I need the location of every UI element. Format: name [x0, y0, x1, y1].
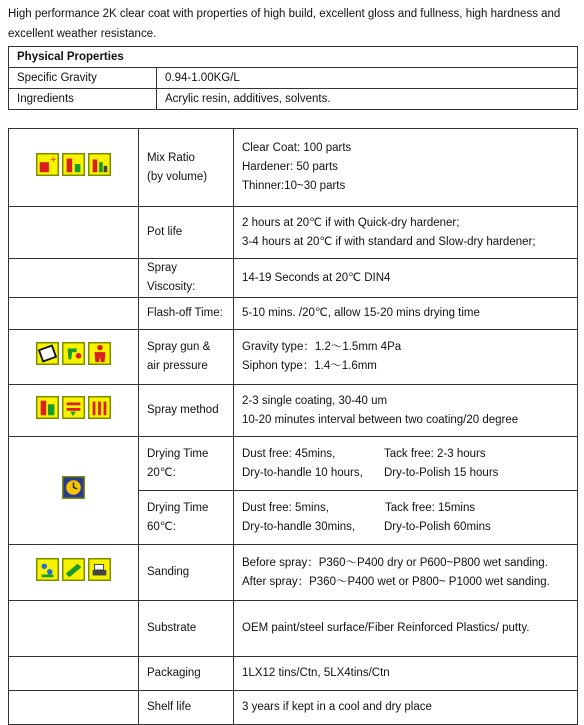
spray-worker-icon	[88, 342, 111, 365]
dry-to-polish-20: Dry-to-Polish 15 hours	[384, 466, 499, 479]
tack-free-60: Tack free: 15mins	[385, 501, 476, 514]
shelf-life-value: 3 years if kept in a cool and dry place	[234, 691, 578, 725]
sanding-before: Before spray：P360～P400 dry or P600~P800 wet sanding.	[242, 556, 548, 569]
specific-gravity-value: 0.94-1.00KG/L	[157, 68, 578, 89]
drying-60-label: Drying Time	[147, 501, 209, 514]
physical-properties-table	[8, 46, 578, 110]
mix-hardener: Hardener: 50 parts	[242, 161, 338, 173]
mix-ratio-label: Mix Ratio	[147, 151, 195, 164]
flash-off-value: 5-10 mins. /20℃, allow 15-20 mins drying time	[234, 298, 578, 330]
flash-off-row	[9, 298, 578, 330]
viscosity-value: 14-19 Seconds at 20℃ DIN4	[234, 259, 578, 298]
viscosity-label: Spray Viscosity:	[139, 259, 234, 298]
spray-gun-label: Spray gun &	[147, 341, 211, 353]
dust-free-60: Dust free: 5mins,	[242, 501, 329, 514]
spray-method-line: 2-3 single coating, 30-40 um	[242, 394, 388, 407]
sanding-after: After spray：P360～P400 wet or P800~ P1000 wet sanding.	[242, 575, 550, 588]
substrate-row	[9, 601, 578, 657]
gravity-type: Gravity type：1.2～1.5mm 4Pa	[242, 341, 402, 353]
mix-clear-coat: Clear Coat: 100 parts	[242, 142, 352, 154]
substrate-value: OEM paint/steel surface/Fiber Reinforced Plastics/ putty.	[234, 601, 578, 657]
pot-life-row	[9, 207, 578, 259]
mix-ratio-bars-icon	[62, 153, 85, 176]
spray-passes-icon	[62, 396, 85, 419]
siphon-type: Siphon type：1.4～1.6mm	[242, 360, 377, 372]
sanding-block-icon	[62, 558, 85, 581]
drying-20-temp: 20℃:	[147, 466, 176, 479]
mix-ratio-sublabel: (by volume)	[147, 170, 208, 183]
ingredients-value: Acrylic resin, additives, solvents.	[157, 89, 578, 110]
clock-icon	[62, 476, 85, 499]
spray-method-label: Spray method	[139, 385, 234, 437]
drying-60-temp: 60℃:	[147, 520, 176, 533]
mix-ratio-row	[9, 129, 578, 207]
packaging-label: Packaging	[139, 657, 234, 691]
drying-20-row	[9, 437, 578, 491]
shelf-life-label: Shelf life	[139, 691, 234, 725]
pot-life-line: 3-4 hours at 20℃ if with standard and Slow-dry hardener;	[242, 235, 536, 248]
sanding-label: Sanding	[139, 545, 234, 601]
wet-sanding-icon	[36, 558, 59, 581]
dry-to-handle-20: Dry-to-handle 10 hours,	[242, 466, 363, 479]
spray-method-row	[9, 385, 578, 437]
mix-thinner: Thinner:10~30 parts	[242, 180, 346, 192]
physical-properties-heading: Physical Properties	[9, 47, 578, 68]
coating-layers-icon	[88, 396, 111, 419]
shelf-life-row	[9, 691, 578, 725]
packaging-row	[9, 657, 578, 691]
spray-layers-icon	[36, 396, 59, 419]
dry-to-handle-60: Dry-to-handle 30mins,	[242, 520, 356, 533]
dry-to-polish-60: Dry-to-Polish 60mins	[384, 520, 491, 533]
tack-free-20: Tack free: 2-3 hours	[384, 447, 486, 460]
application-spec-table	[8, 128, 578, 725]
flash-off-label: Flash-off Time:	[139, 298, 234, 330]
drying-20-label: Drying Time	[147, 447, 209, 460]
specific-gravity-label: Specific Gravity	[9, 68, 157, 89]
dust-free-20: Dust free: 45mins,	[242, 447, 336, 460]
pot-life-label: Pot life	[139, 207, 234, 259]
viscosity-row	[9, 259, 578, 298]
thinner-can-icon	[88, 153, 111, 176]
hand-sanding-icon	[88, 558, 111, 581]
mix-can-plus-icon	[36, 153, 59, 176]
spray-gun-row	[9, 330, 578, 385]
product-description: High performance 2K clear coat with properties of high build, excellent gloss and fullness, high hardness and excellent weather resistance.	[8, 8, 561, 40]
spray-gun-icon	[62, 342, 85, 365]
spray-gun-sublabel: air pressure	[147, 360, 208, 372]
viscosity-cup-icon	[36, 342, 59, 365]
svg-text:+: +	[49, 153, 57, 164]
sanding-row	[9, 545, 578, 601]
ingredients-label: Ingredients	[9, 89, 157, 110]
substrate-label: Substrate	[139, 601, 234, 657]
spray-method-line: 10-20 minutes interval between two coating/20 degree	[242, 413, 519, 426]
packaging-value: 1LX12 tins/Ctn, 5LX4tins/Ctn	[234, 657, 578, 691]
pot-life-line: 2 hours at 20℃ if with Quick-dry hardener;	[242, 216, 460, 229]
